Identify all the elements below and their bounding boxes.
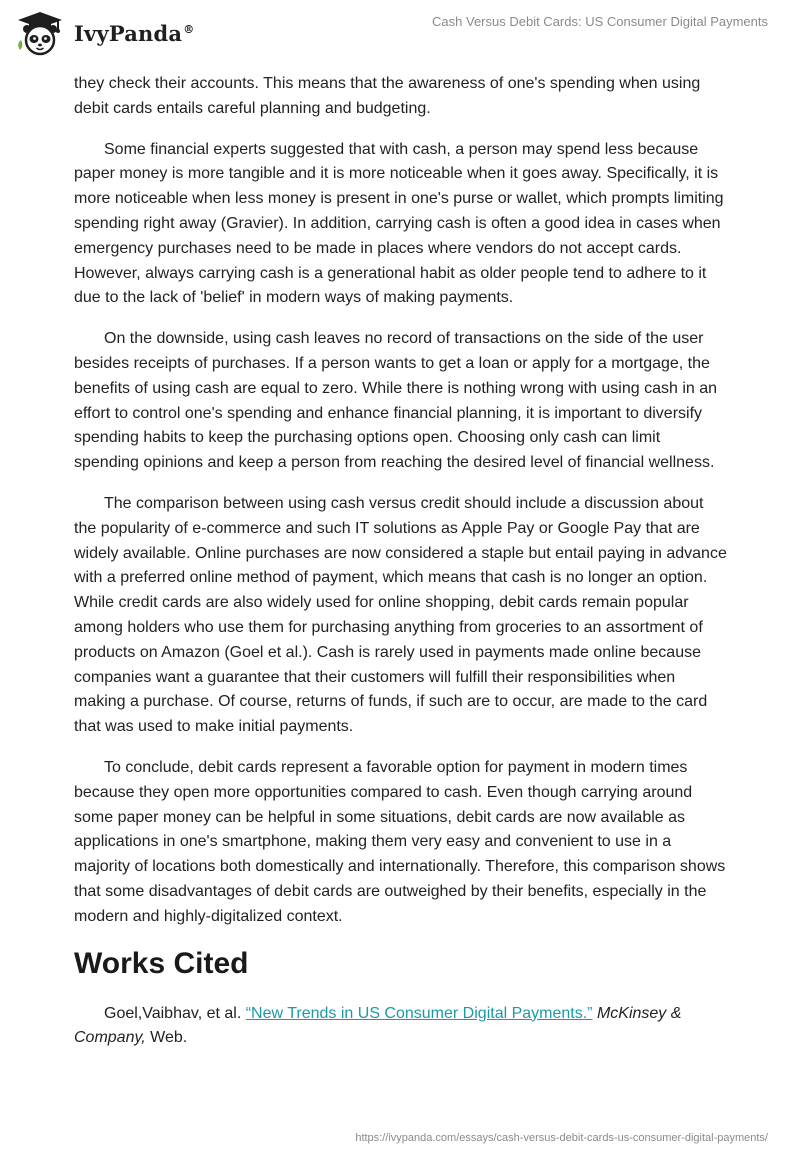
citation-authors: Goel,Vaibhav, et al. <box>104 1004 246 1022</box>
paragraph-conclusion: To conclude, debit cards represent a favorable option for payment in modern times because they open more opportunities compared to cash. Even though carrying around some paper money can be helpful in some situations, debit cards are now available as applications in one's smartphone, making them very easy and convenient to use in a majority of locations both domestically and internationally. Therefore, this comparison shows that some disadvantages of debit cards are outweighed by their benefits, especially in the modern and highly-digitalized context. <box>74 758 726 925</box>
running-title: Cash Versus Debit Cards: US Consumer Digital Payments <box>432 14 768 29</box>
citation-entry <box>74 1002 728 1052</box>
panda-logo-icon <box>14 10 66 56</box>
brand-name: IvyPanda® <box>74 20 195 46</box>
essay-body <box>74 72 728 1051</box>
paragraph-cash-downside: On the downside, using cash leaves no record of transactions on the side of the user besides receipts of purchases. If a person wants to get a loan or apply for a mortgage, the benefits of using cash are equal to zero. While there is nothing wrong with using cash in an effort to control one's spending and enhance financial planning, it is important to diversify spending habits to keep the purchasing options open. Choosing only cash can limit spending opinions and keep a person from reaching the desired level of financial wellness. <box>74 330 718 472</box>
works-cited-heading: Works Cited <box>74 946 249 980</box>
paragraph-continuation: they check their accounts. This means that the awareness of one's spending when using debit cards entails careful planning and budgeting. <box>74 75 701 117</box>
brand-logo[interactable] <box>14 10 194 56</box>
page-header <box>0 0 800 64</box>
citation-publisher: McKinsey & Company, <box>74 1004 682 1047</box>
citation-title-link[interactable]: “New Trends in US Consumer Digital Payments.” <box>245 1004 593 1022</box>
paragraph-cash-benefits: Some financial experts suggested that with cash, a person may spend less because paper money is more tangible and it is more noticeable when it goes away. Specifically, it is more noticeable when less money is present in one's purse or wallet, which prompts limiting spending right away (Gravier). In addition, carrying cash is often a good idea in cases when emergency purchases need to be made in places where vendors do not accept cards. However, always carrying cash is a generational habit as older people tend to adhere to it due to the lack of 'belief' in modern ways of making payments. <box>74 140 724 307</box>
citation-medium: Web. <box>145 1029 188 1047</box>
footer-url: https://ivypanda.com/essays/cash-versus-debit-cards-us-consumer-digital-payments/ <box>355 1132 768 1144</box>
paragraph-ecommerce: The comparison between using cash versus credit should include a discussion about the popularity of e-commerce and such IT solutions as Apple Pay or Google Pay that are widely available. Online purchases are now considered a staple but entail paying in advance with a preferred online method of payment, which means that cash is no longer an option. While credit cards are also widely used for online shopping, debit cards remain popular among holders who use them for purchasing anything from groceries to an assortment of products on Amazon (Goel et al.). Cash is rarely used in payments made online because companies want a guarantee that their customers will fulfill their responsibilities when making a purchase. Of course, returns of funds, if such are to occur, are made to the card that was used to make initial payments. <box>74 494 727 736</box>
